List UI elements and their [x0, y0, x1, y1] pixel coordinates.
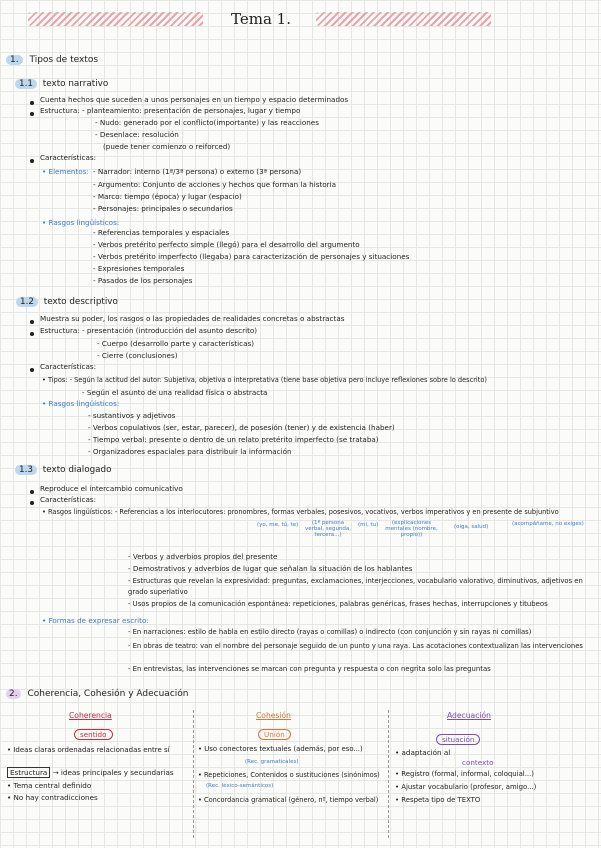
bullet — [30, 501, 34, 505]
adecuacion-item: contexto — [462, 758, 494, 767]
adecuacion-tag: situación — [436, 734, 480, 745]
narr-line: - Personajes: principales o secundarios — [93, 204, 233, 213]
desc-line: Estructura: - presentación (introducción del asunto descrito) — [40, 326, 258, 335]
cohesion-item: • Concordancia gramatical (género, nº, tiempo verbal) — [198, 796, 379, 804]
bullet — [30, 101, 34, 105]
dial-note: (acompáñame, no exiges) — [512, 521, 584, 527]
cohesion-note: (Rec. gramaticales) — [245, 759, 299, 765]
desc-line: - Cuerpo (desarrollo parte y características) — [97, 339, 255, 348]
dial-line: • Rasgos lingüísticos: - Referencias a los interlocutores: pronombres, formas verbales, posesivos, vocativos, verbos imperativos y en presente de subjuntivo — [42, 508, 559, 516]
dial-line: • Formas de expresar escrito: — [42, 616, 149, 625]
bullet — [30, 490, 34, 494]
dial-note: (1ª persona verbal, segunda, tercera...) — [304, 520, 352, 538]
narr-line: - Verbos pretérito perfecto simple (llegó) para el desarrollo del argumento — [93, 240, 360, 249]
desc-line: • Tipos: - Según la actitud del autor: Subjetiva, objetiva o interpretativa (tiene base objetiva pero incluye reflexiones sobre lo descrito) — [42, 376, 487, 384]
section-1-header — [6, 55, 98, 65]
narr-line: - Marco: tiempo (época) y lugar (espacio) — [93, 192, 242, 201]
narr-line: - Nudo: generado por el conflicto(importante) y las reacciones — [95, 118, 319, 127]
narr-line: Estructura: - planteamiento: presentación de personajes, lugar y tiempo — [40, 106, 301, 115]
section-2-header: 2. Coherencia, Cohesión y Adecuación — [6, 689, 188, 699]
desc-line: Características: — [40, 362, 97, 371]
desc-line: - Según el asunto de una realidad física o abstracta — [82, 388, 268, 397]
narr-line: - Narrador: interno (1ª/3ª persona) o externo (3ª persona) — [93, 167, 302, 176]
cohesion-note: (Rec. léxico-semánticos) — [206, 783, 274, 789]
dial-note: (yo, me, tú, te) — [257, 522, 299, 528]
narr-line: • Rasgos lingüísticos: — [42, 218, 120, 227]
column-divider — [193, 710, 194, 838]
bullet — [30, 112, 34, 116]
dial-line: - Verbos y adverbios propios del presente — [128, 552, 278, 561]
narr-line: - Pasados de los personajes — [93, 276, 193, 285]
narr-line: • Elementos: — [42, 167, 89, 176]
bullet — [30, 320, 34, 324]
subsection-1-2: 1.2 texto descriptivo — [16, 297, 118, 307]
dial-line: Características: — [40, 495, 97, 504]
dial-line: - En narraciones: estilo de habla en estilo directo (rayas o comillas) o indirecto (con conjunción y sin rayas ni comillas) — [128, 628, 532, 636]
adecuacion-item: • Ajustar vocabulario (profesor, amigo...) — [395, 783, 537, 791]
cohesion-title: Cohesión — [256, 711, 291, 720]
subsection-1-1: 1.1 texto narrativo — [15, 79, 108, 89]
dial-note: (explicaciones mentales (nombre, propio)) — [385, 520, 438, 538]
page-title: Tema 1. — [231, 10, 291, 28]
title-decoration-left — [28, 12, 203, 26]
desc-line: - sustantivos y adjetivos — [88, 411, 176, 420]
adecuacion-item: • Registro (formal, informal, coloquial...) — [395, 770, 534, 778]
cohesion-item: • Repeticiones, Contenidos o sustituciones (sinónimos) — [198, 771, 380, 779]
cohesion-item: • Uso conectores textuales (además, por eso...) — [198, 745, 363, 753]
narr-line: - Desenlace: resolución — [95, 130, 179, 139]
dial-line: - En entrevistas, las intervenciones se marcan con pregunta y respuesta o con negrita solo las preguntas — [128, 665, 491, 673]
desc-line: Muestra su poder, los rasgos o las propiedades de realidades concretas o abstractas — [40, 314, 345, 323]
adecuacion-title: Adecuación — [447, 711, 491, 720]
desc-line: - Organizadores espaciales para distribuir la información — [88, 447, 292, 456]
dial-line: - Estructuras que revelan la expresividad: preguntas, exclamaciones, interjecciones, vocabulario valorativo, diminutivos, adjetivos en grado superlativo — [128, 577, 583, 596]
narr-line: - Referencias temporales y espaciales — [93, 228, 230, 237]
narr-line: - Expresiones temporales — [93, 264, 185, 273]
section-label: Tipos de textos — [29, 55, 99, 65]
dial-note: (oiga, salud) — [454, 524, 489, 530]
coherencia-item: Estructura → ideas principales y secundarias — [7, 768, 174, 777]
bullet — [30, 159, 34, 163]
bullet — [30, 332, 34, 336]
adecuacion-item: • adaptación al — [395, 748, 451, 757]
narr-line: - Argumento: Conjunto de acciones y hechos que forman la historia — [93, 180, 337, 189]
coherencia-item: • Tema central definido — [7, 781, 92, 790]
dial-line: - En obras de teatro: van el nombre del personaje seguido de un punto y una raya. Las acotaciones contextualizan las intervenciones — [128, 642, 583, 650]
section-number: 1. — [6, 55, 23, 65]
coherencia-title: Coherencia — [69, 711, 112, 720]
desc-line: • Rasgos lingüísticos: — [42, 399, 120, 408]
dial-line: - Demostrativos y adverbios de lugar que señalan la situación de los hablantes — [128, 564, 413, 573]
narr-line: Características: — [40, 153, 97, 162]
column-divider — [388, 710, 389, 838]
coherencia-item: • No hay contradicciones — [7, 793, 98, 802]
coherencia-tag: sentido — [74, 729, 113, 740]
narr-line: - Verbos pretérito imperfecto (llegaba) para caracterización de personajes y situaciones — [93, 252, 410, 261]
dial-note: (mi, tu) — [358, 522, 379, 528]
desc-line: - Verbos copulativos (ser, estar, parecer), de posesión (tener) y de existencia (haber) — [88, 423, 395, 432]
narr-line: (puede tener comienzo o reiforced) — [103, 142, 231, 151]
title-decoration-right — [316, 12, 491, 26]
subsection-1-3: 1.3 texto dialogado — [15, 465, 112, 475]
desc-line: - Tiempo verbal: presente o dentro de un relato pretérito imperfecto (se trataba) — [88, 435, 379, 444]
narr-line: Cuenta hechos que suceden a unos personajes en un tiempo y espacio determinados — [40, 95, 349, 104]
cohesion-tag: Unión — [258, 729, 291, 740]
coherencia-item: • Ideas claras ordenadas relacionadas entre sí — [7, 746, 170, 754]
adecuacion-item: • Respeta tipo de TEXTO — [395, 796, 481, 804]
dial-line: Reproduce el intercambio comunicativo — [40, 484, 183, 493]
dial-line: - Usos propios de la comunicación espontánea: repeticiones, palabras genéricas, frases hechas, interrupciones y titubeos — [128, 600, 548, 608]
desc-line: - Cierre (conclusiones) — [97, 351, 178, 360]
bullet — [30, 368, 34, 372]
